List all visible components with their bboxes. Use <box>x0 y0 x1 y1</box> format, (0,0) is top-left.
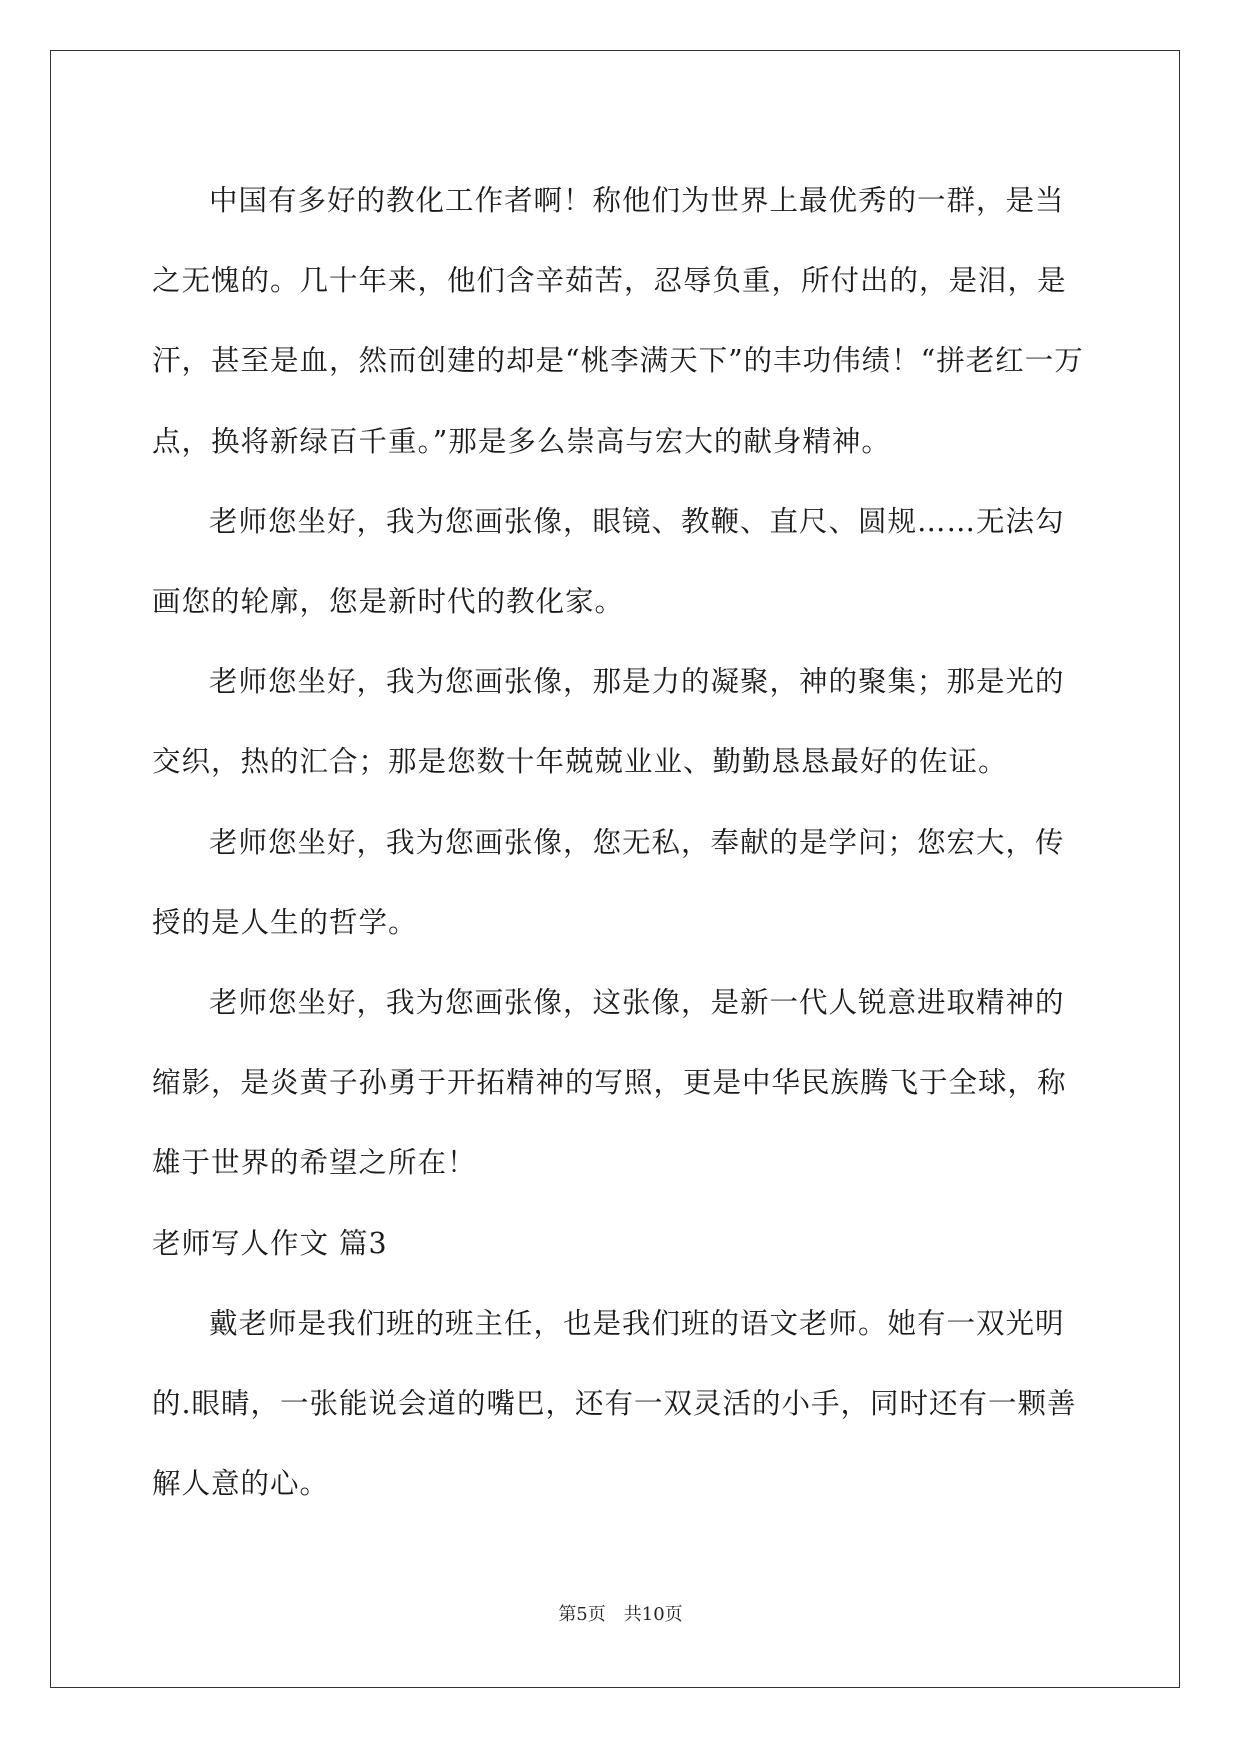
section-heading: 老师写人作文 篇3 <box>152 1226 388 1260</box>
paragraph-2: 老师您坐好，我为您画张像，眼镜、教鞭、直尺、圆规……无法勾画您的轮廓，您是新时代的教化家。 <box>152 504 1065 619</box>
paragraph-5: 老师您坐好，我为您画张像，这张像，是新一代人锐意进取精神的缩影，是炎黄子孙勇于开拓精神的写照，更是中华民族腾飞于全球，称雄于世界的希望之所在！ <box>152 986 1067 1180</box>
document-body <box>152 161 1092 1524</box>
page-footer <box>0 1600 1241 1626</box>
page-total: 共10页 <box>623 1604 683 1625</box>
paragraph-3: 老师您坐好，我为您画张像，那是力的凝聚，神的聚集；那是光的交织，热的汇合；那是您数十年兢兢业业、勤勤恳恳最好的佐证。 <box>152 665 1065 779</box>
paragraph-1: 中国有多好的教化工作者啊！称他们为世界上最优秀的一群，是当之无愧的。几十年来，他们含辛茹苦，忍辱负重，所付出的，是泪，是汗，甚至是血，然而创建的却是“桃李满天下”的丰功伟绩！“拼老红一万点，换将新绿百千重。”那是多么崇高与宏大的献身精神。 <box>152 184 1084 458</box>
paragraph-6: 戴老师是我们班的班主任，也是我们班的语文老师。她有一双光明的.眼睛，一张能说会道的嘴巴，还有一双灵活的小手，同时还有一颗善解人意的心。 <box>152 1306 1077 1501</box>
page-number: 第5页 <box>558 1604 606 1625</box>
paragraph-4: 老师您坐好，我为您画张像，您无私，奉献的是学问；您宏大，传授的是人生的哲学。 <box>152 825 1065 939</box>
